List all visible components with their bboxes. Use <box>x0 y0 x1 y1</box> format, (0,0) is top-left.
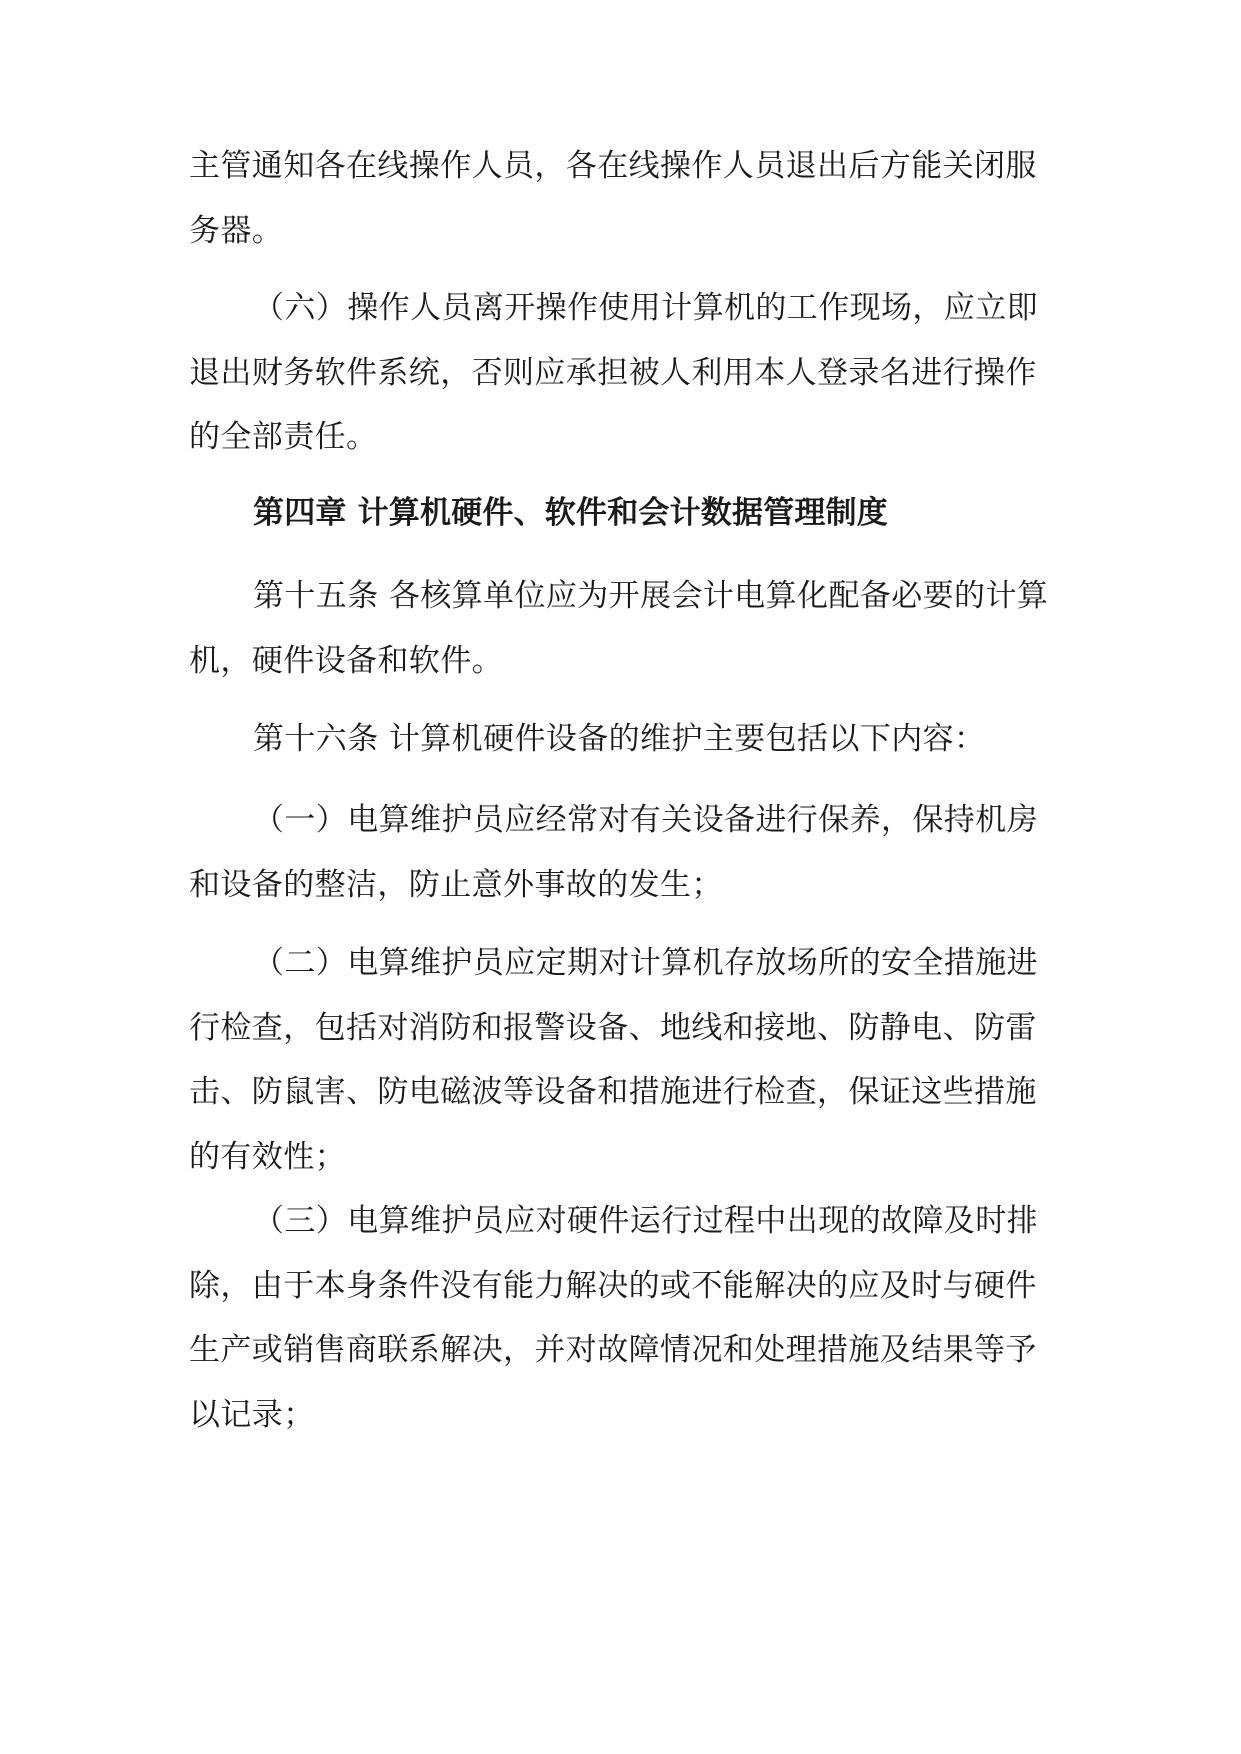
paragraph-item-one: （一）电算维护员应经常对有关设备进行保养，保持机房和设备的整洁，防止意外事故的发生； <box>189 802 1038 903</box>
paragraph-item-six: （六）操作人员离开操作使用计算机的工作现场，应立即退出财务软件系统，否则应承担被人利用本人登录名进行操作的全部责任。 <box>189 290 1038 455</box>
paragraph-item-three: （三）电算维护员应对硬件运行过程中出现的故障及时排除，由于本身条件没有能力解决的或不能解决的应及时与硬件生产或销售商联系解决，并对故障情况和处理措施及结果等予以记录； <box>189 1203 1038 1433</box>
article-fifteen: 第十五条 各核算单位应为开展会计电算化配备必要的计算机，硬件设备和软件。 <box>189 578 1049 679</box>
chapter-heading: 第四章 计算机硬件、软件和会计数据管理制度 <box>253 495 888 531</box>
paragraph-continuation: 主管通知各在线操作人员，各在线操作人员退出后方能关闭服务器。 <box>189 148 1037 249</box>
article-sixteen: 第十六条 计算机硬件设备的维护主要包括以下内容： <box>253 721 986 757</box>
paragraph-item-two: （二）电算维护员应定期对计算机存放场所的安全措施进行检查，包括对消防和报警设备、地线和接地、防静电、防雷击、防鼠害、防电磁波等设备和措施进行检查，保证这些措施的有效性； <box>189 945 1038 1175</box>
